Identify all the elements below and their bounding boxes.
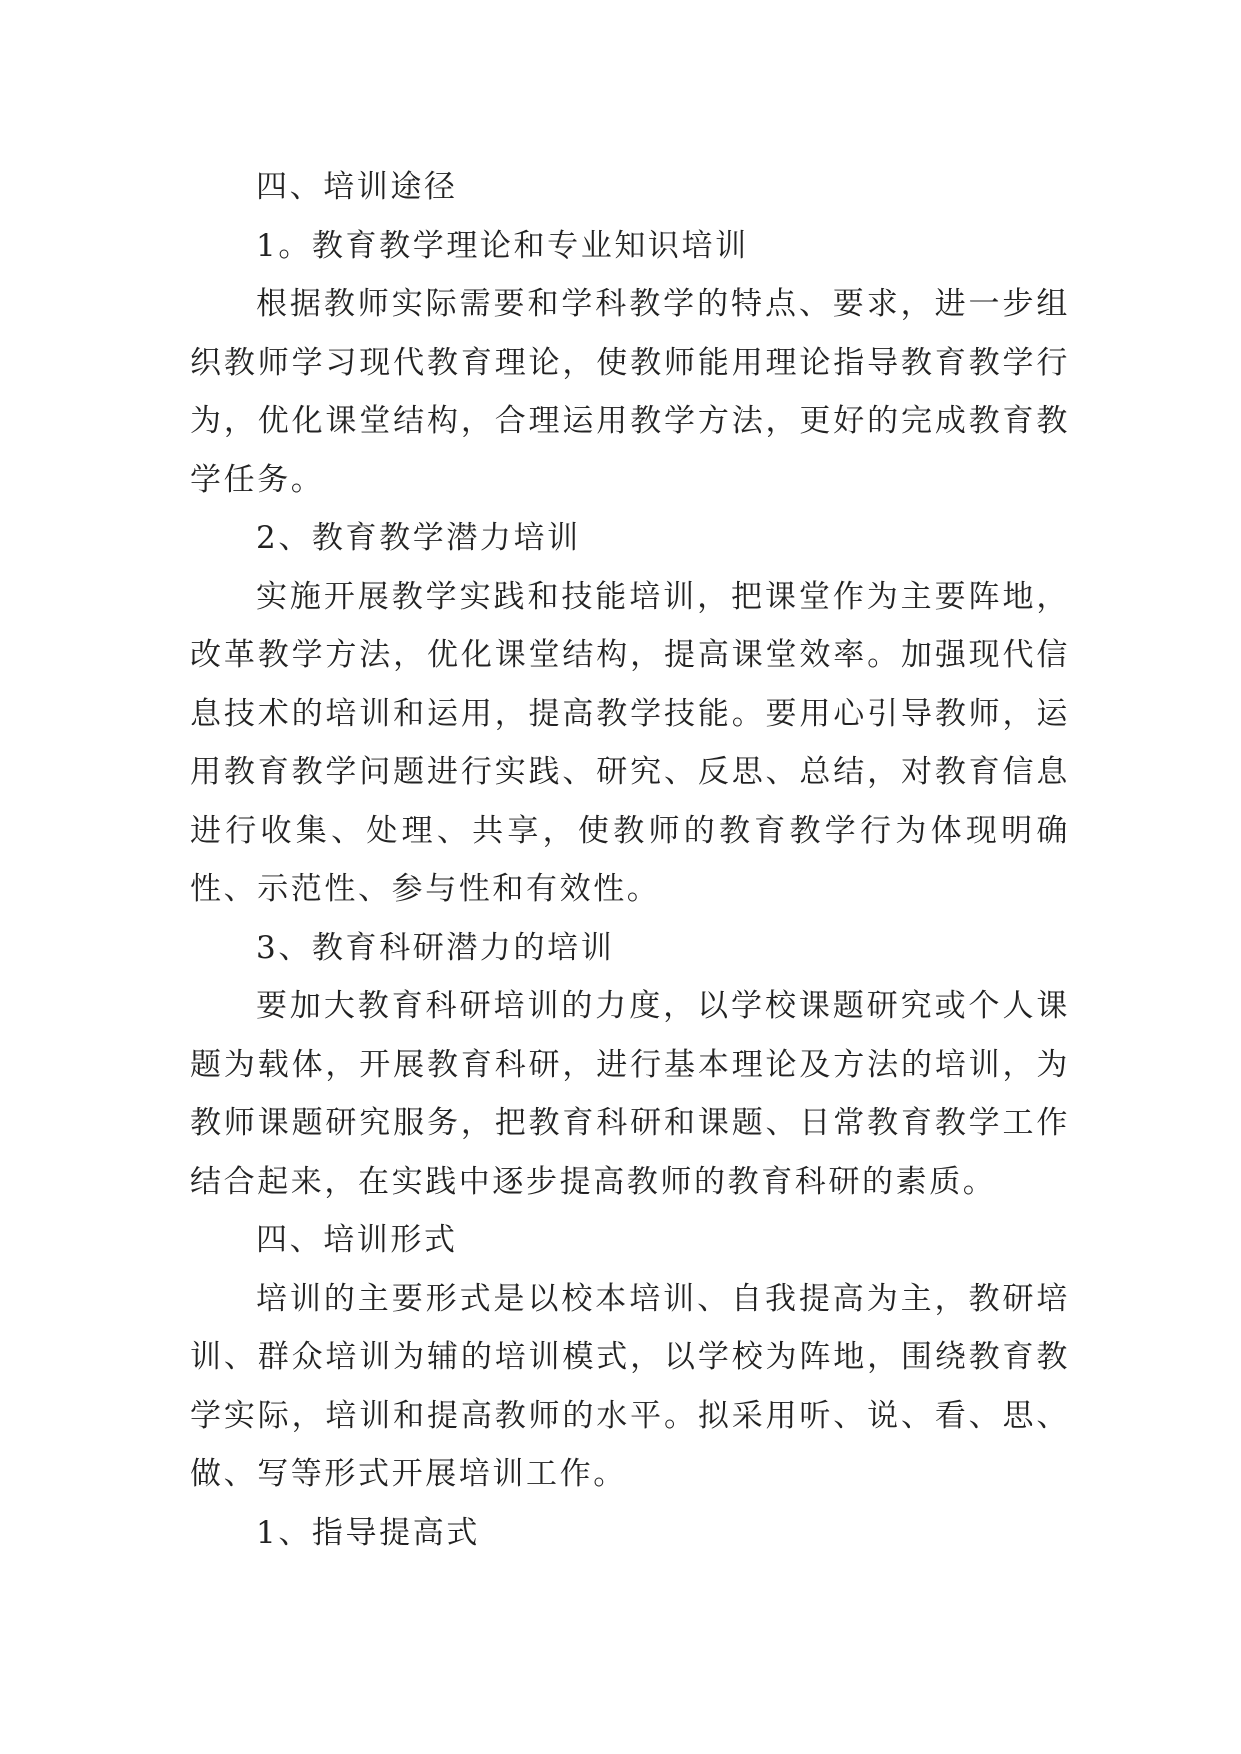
subheading-theory-knowledge-training: 1。教育教学理论和专业知识培训 — [256, 227, 749, 264]
document-body — [190, 158, 1070, 1562]
subheading-research-ability-training: 3、教育科研潜力的培训 — [256, 929, 615, 966]
subheading-guided-improvement: 1、指导提高式 — [256, 1514, 480, 1551]
paragraph-teaching-ability: 实施开展教学实践和技能培训，把课堂作为主要阵地，改革教学方法，优化课堂结构，提高课堂效率。加强现代信息技术的培训和运用，提高教学技能。要用心引导教师，运用教育教学问题进行实践、研究、反思、总结，对教育信息进行收集、处理、共享，使教师的教育教学行为体现明确性、示范性、参与性和有效性。 — [190, 578, 1070, 907]
section-heading-training-approaches: 四、培训途径 — [256, 169, 458, 205]
subheading-teaching-ability-training: 2、教育教学潜力培训 — [256, 520, 581, 556]
section-heading-training-forms: 四、培训形式 — [256, 1222, 458, 1258]
paragraph-research-ability: 要加大教育科研培训的力度，以学校课题研究或个人课题为载体，开展教育科研，进行基本理论及方法的培训，为教师课题研究服务，把教育科研和课题、日常教育教学工作结合起来，在实践中逐步提高教师的教育科研的素质。 — [190, 988, 1070, 1200]
paragraph-training-forms: 培训的主要形式是以校本培训、自我提高为主，教研培训、群众培训为辅的培训模式，以学校为阵地，围绕教育教学实际，培训和提高教师的水平。拟采用听、说、看、思、做、写等形式开展培训工作。 — [190, 1280, 1070, 1492]
paragraph-theory-knowledge: 根据教师实际需要和学科教学的特点、要求，进一步组织教师学习现代教育理论，使教师能用理论指导教育教学行为，优化课堂结构，合理运用教学方法，更好的完成教育教学任务。 — [190, 286, 1070, 498]
